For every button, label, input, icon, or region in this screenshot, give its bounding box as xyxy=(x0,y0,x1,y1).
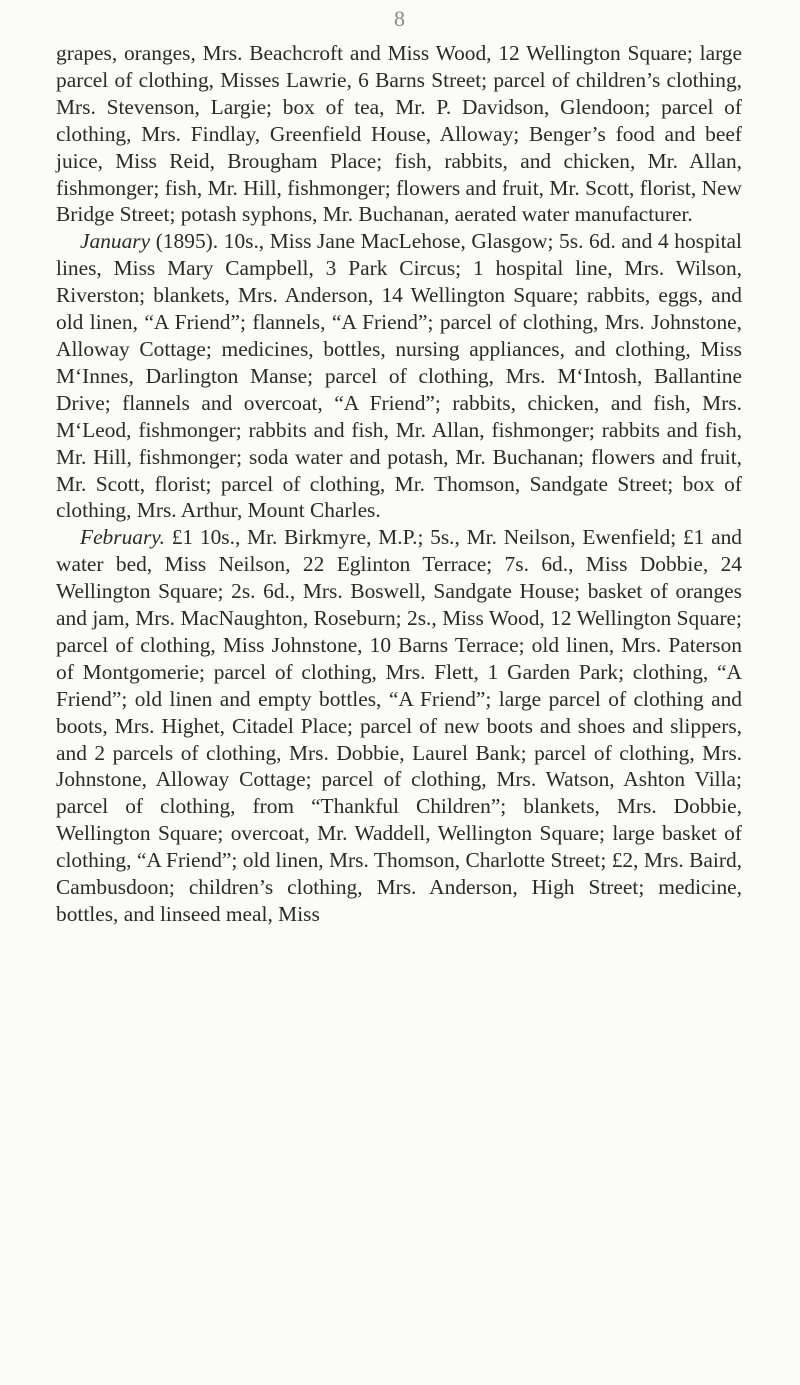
paragraph-february xyxy=(56,524,742,928)
month-heading: January xyxy=(80,229,151,254)
page-number: 8 xyxy=(394,6,406,31)
paragraph-text: grapes, oranges, Mrs. Beachcroft and Miss Wood, 12 Wellington Square; large parcel of clothing, Misses Lawrie, 6 Barns Street; parcel of children’s clothing, Mrs. Stevenson, Largie; box of tea, Mr. P. Davidson, Glendoon; parcel of clothing, Mrs. Findlay, Greenfield House, Alloway; Benger’s food and beef juice, Miss Reid, Brougham Place; fish, rabbits, and chicken, Mr. Allan, fishmonger; fish, Mr. Hill, fishmonger; flowers and fruit, Mr. Scott, florist, New Bridge Street; potash syphons, Mr. Buchanan, aerated water manufacturer. xyxy=(56,41,742,227)
paragraph-text: £1 10s., Mr. Birkmyre, M.P.; 5s., Mr. Neilson, Ewenfield; £1 and water bed, Miss Neilson, 22 Eglinton Terrace; 7s. 6d., Miss Dobbie, 24 Wellington Square; 2s. 6d., Mrs. Boswell, Sandgate House; basket of oranges and jam, Mrs. MacNaughton, Roseburn; 2s., Miss Wood, 12 Wellington Square; parcel of clothing, Miss Johnstone, 10 Barns Terrace; old linen, Mrs. Paterson of Montgomerie; parcel of clothing, Mrs. Flett, 1 Garden Park; clothing, “A Friend”; old linen and empty bottles, “A Friend”; large parcel of clothing and boots, Mrs. Highet, Citadel Place; parcel of new boots and shoes and slippers, and 2 parcels of clothing, Mrs. Dobbie, Laurel Bank; parcel of clothing, Mrs. Johnstone, Alloway Cottage; parcel of clothing, Mrs. Watson, Ashton Villa; parcel of clothing, from “Thankful Children”; blankets, Mrs. Dobbie, Wellington Square; overcoat, Mr. Waddell, Wellington Square; large basket of clothing, “A Friend”; old linen, Mrs. Thomson, Charlotte Street; £2, Mrs. Baird, Cambusdoon; children’s clothing, Mrs. Anderson, High Street; medicine, bottles, and linseed meal, Miss xyxy=(56,525,742,926)
month-heading: February. xyxy=(80,525,165,550)
paragraph-january xyxy=(56,228,742,524)
document-body xyxy=(56,40,742,928)
paragraph-continuation xyxy=(56,40,742,228)
paragraph-text: (1895). 10s., Miss Jane MacLehose, Glasgow; 5s. 6d. and 4 hospital lines, Miss Mary Campbell, 3 Park Circus; 1 hospital line, Mrs. Wilson, Riverston; blankets, Mrs. Anderson, 14 Wellington Square; rabbits, eggs, and old linen, “A Friend”; flannels, “A Friend”; parcel of clothing, Mrs. Johnstone, Alloway Cottage; medicines, bottles, nursing appliances, and clothing, Miss M‘Innes, Darlington Manse; parcel of clothing, Mrs. M‘Intosh, Ballantine Drive; flannels and overcoat, “A Friend”; rabbits, chicken, and fish, Mrs. M‘Leod, fishmonger; rabbits and fish, Mr. Allan, fishmonger; rabbits and fish, Mr. Hill, fishmonger; soda water and potash, Mr. Buchanan; flowers and fruit, Mr. Scott, florist; parcel of clothing, Mr. Thomson, Sandgate Street; box of clothing, Mrs. Arthur, Mount Charles. xyxy=(56,229,742,523)
